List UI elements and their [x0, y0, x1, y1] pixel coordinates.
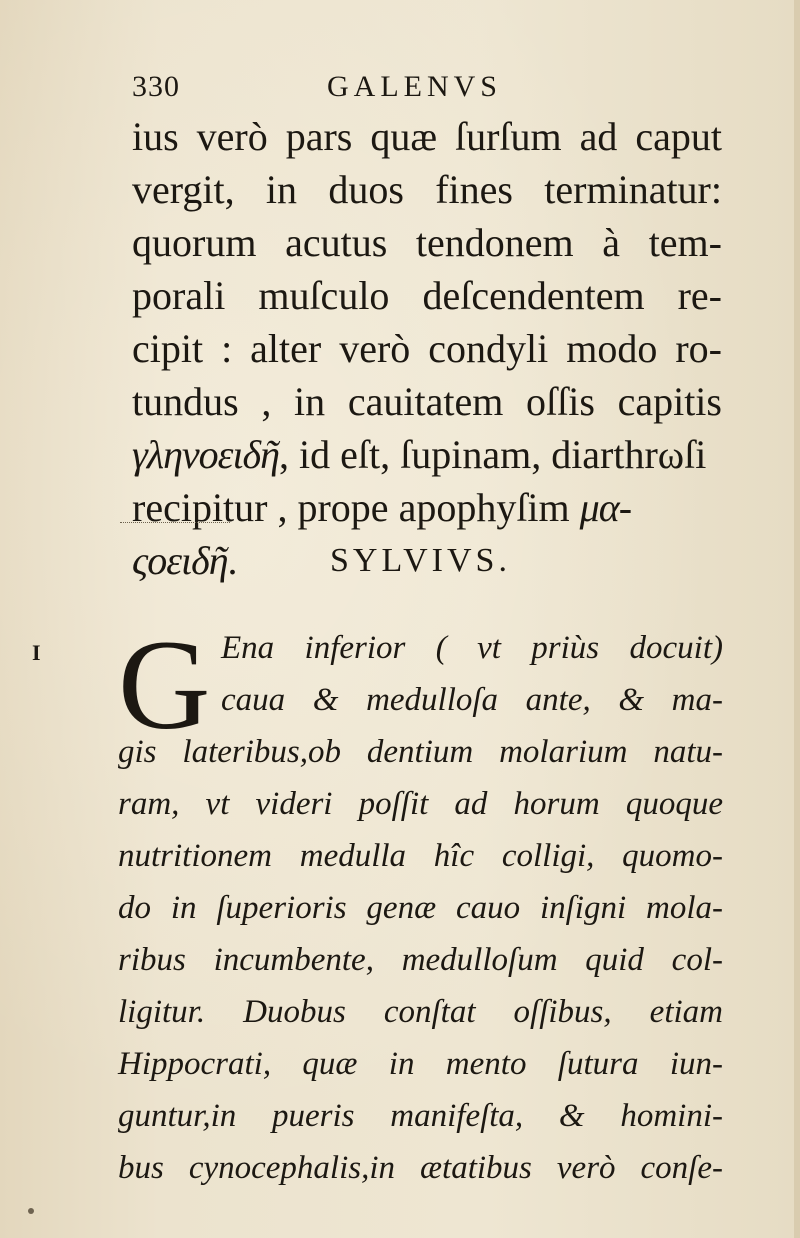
running-head — [132, 70, 732, 110]
text-line: vergit, in duos fines terminatur: — [132, 167, 722, 212]
running-title: GALENVS — [327, 70, 502, 103]
commentary-block — [118, 614, 723, 1194]
text-line-with-greek — [132, 481, 722, 534]
dotted-rule — [120, 522, 230, 523]
commentary-line: Ena inferior ( vt priùs docuit) — [221, 630, 723, 666]
commentary-line: bus cynocephalis,in ætatibus verò conſe- — [118, 1150, 723, 1186]
commentary-line: ligitur. Duobus conſtat oſſibus, etiam — [118, 994, 723, 1030]
greek-word: γληνοειδῆ — [132, 432, 279, 477]
drop-cap-letter: G — [118, 614, 211, 756]
text-line: cipit : alter verò condyli modo ro- — [132, 326, 722, 371]
greek-word: ςοειδῆ — [132, 538, 228, 583]
greek-word: μα- — [579, 485, 632, 530]
commentary-line: nutritionem medulla hîc colligi, quomo- — [118, 838, 723, 874]
text-line-end: . — [227, 538, 238, 583]
page-number: 330 — [132, 70, 180, 103]
commentary-line: ribus incumbente, medulloſum quid col- — [118, 942, 723, 978]
text-line: quorum acutus tendonem à tem- — [132, 220, 722, 265]
text-line: tundus , in cauitatem oſſis capitis — [132, 379, 722, 424]
main-text-block — [132, 110, 722, 587]
commentary-line: do in ſuperioris genæ cauo inſigni mola- — [118, 890, 723, 926]
text-line-start: recipitur , prope apophyſim — [132, 485, 570, 530]
commentary-line: Hippocrati, quæ in mento ſutura iun- — [118, 1046, 723, 1082]
text-line: ius verò pars quæ ſurſum ad caput — [132, 114, 722, 159]
commentary-line: guntur,in pueris manifeſta, & homini- — [118, 1098, 723, 1134]
section-heading: SYLVIVS. — [330, 542, 511, 579]
text-line-rest: , id eſt, ſupinam, diarthrωſi — [279, 432, 707, 477]
text-line: porali muſculo deſcendentem re- — [132, 273, 722, 318]
commentary-line: ram, vt videri poſſit ad horum quoque — [118, 786, 723, 822]
text-line-with-greek — [132, 428, 722, 481]
commentary-line: gis lateribus,ob dentium molarium natu- — [118, 734, 723, 770]
page-speck — [28, 1208, 34, 1214]
commentary-line: caua & medulloſa ante, & ma- — [221, 682, 723, 718]
margin-note-marker: I — [32, 640, 41, 665]
